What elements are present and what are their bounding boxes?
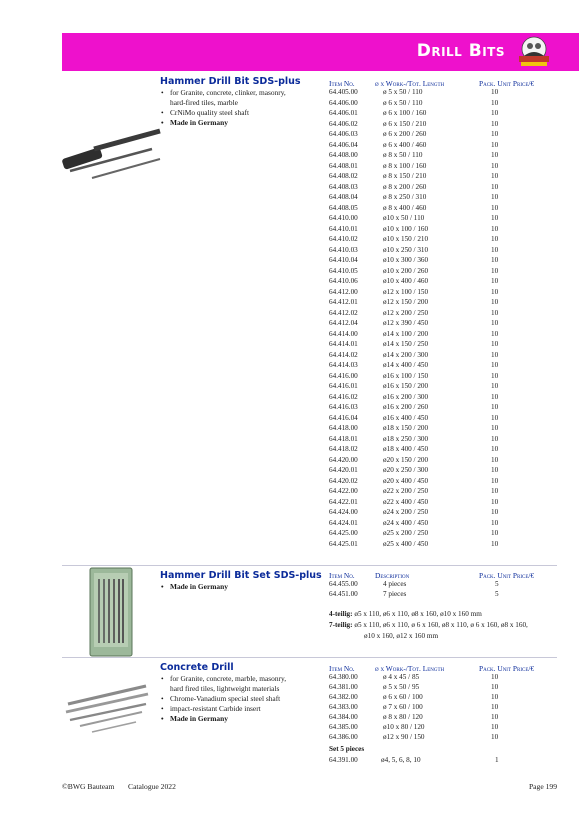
cell-item-no: 64.412.04	[329, 319, 358, 327]
cell-dimension: ø10 x 250 / 310	[383, 245, 429, 254]
cell-dimension: ø16 x 200 / 300	[383, 392, 429, 401]
set-note-4	[329, 610, 482, 618]
cell-pack: 10	[491, 235, 499, 243]
cell-dimension: ø14 x 400 / 450	[383, 361, 429, 369]
cell-dimension: ø 6 x 200 / 260	[383, 130, 427, 138]
header-bar	[62, 33, 579, 71]
cell-item-no: 64.410.03	[329, 245, 358, 254]
cell-item-no: 64.406.03	[329, 130, 358, 138]
feature-list-concrete-drill	[160, 674, 286, 724]
cell-dimension: ø10 x 200 / 260	[383, 266, 429, 275]
cell-dimension: ø22 x 200 / 250	[383, 487, 429, 495]
cell-item-no: 64.418.00	[329, 424, 358, 432]
col-pack-price: Pack. Unit Price/€	[479, 664, 535, 673]
table-row	[329, 120, 557, 130]
feature-item-cont-text: hard-fired tiles, marble	[170, 98, 238, 107]
table-row	[329, 267, 557, 277]
cell-pack: 10	[491, 723, 499, 731]
cell-dimension: ø 8 x 100 / 160	[383, 161, 427, 170]
cell-dimension: ø16 x 400 / 450	[383, 413, 429, 422]
cell-item-no: 64.420.01	[329, 466, 358, 474]
cell-dimension: ø 6 x 100 / 160	[383, 109, 427, 117]
cell-item-no: 64.385.00	[329, 723, 358, 731]
cell-pack: 5	[495, 590, 499, 598]
set-note-7	[329, 621, 528, 629]
table-row	[329, 580, 557, 590]
cell-item-no: 64.406.04	[329, 140, 358, 149]
cell-item-no: 64.408.04	[329, 193, 358, 201]
table-row	[329, 403, 557, 413]
cell-item-no: 64.384.00	[329, 713, 358, 721]
table-row	[329, 703, 557, 713]
table-row	[329, 498, 557, 508]
cell-dimension: ø 5 x 50 / 110	[383, 88, 423, 96]
cell-item-no: 64.410.05	[329, 266, 358, 275]
cell-pack: 10	[491, 518, 499, 527]
page-title: Drill Bits	[416, 41, 505, 61]
cell-pack: 10	[491, 529, 499, 537]
cell-pack: 10	[491, 182, 499, 191]
cell-item-no: 64.391.00	[329, 756, 358, 764]
cell-dimension: ø20 x 400 / 450	[383, 476, 429, 485]
cell-dimension: ø 8 x 400 / 460	[383, 203, 427, 212]
table-row	[329, 193, 557, 203]
feature-list-sds-plus	[160, 88, 286, 128]
cell-pack: 10	[491, 161, 499, 170]
cell-dimension: ø 8 x 50 / 110	[383, 151, 423, 159]
cell-pack: 10	[491, 683, 499, 691]
cell-dimension: ø12 x 100 / 150	[383, 287, 429, 296]
cell-item-no: 64.382.00	[329, 693, 358, 701]
cell-dimension: ø10 x 50 / 110	[383, 214, 425, 222]
cell-pack: 10	[491, 455, 499, 464]
feature-item: • Made in Germany	[160, 582, 228, 592]
cell-dimension: ø24 x 200 / 250	[383, 508, 429, 516]
cell-dimension: ø25 x 400 / 450	[383, 539, 429, 548]
cell-item-no: 64.416.02	[329, 392, 358, 401]
cell-pack: 10	[491, 693, 499, 701]
feature-item: • impact-resistant Carbide insert	[160, 704, 286, 714]
table-row	[329, 723, 557, 733]
cell-item-no: 64.406.00	[329, 98, 358, 107]
note-text: ø5 x 110, ø6 x 110, ø8 x 160, ø10 x 160 mm	[354, 610, 482, 618]
cell-item-no: 64.451.00	[329, 590, 358, 598]
cell-item-no: 64.455.00	[329, 580, 358, 588]
table-row	[329, 330, 557, 340]
col-pack-price: Pack. Unit Price/€	[479, 79, 535, 88]
table-row	[329, 393, 557, 403]
cell-dimension: ø 5 x 50 / 95	[383, 683, 420, 691]
table-row	[329, 590, 557, 600]
section-title-concrete-drill: Concrete Drill	[160, 662, 234, 673]
concrete-drill-bits-image	[62, 682, 154, 734]
cell-pack: 10	[491, 371, 499, 380]
section-title-bit-set: Hammer Drill Bit Set SDS-plus	[160, 570, 322, 581]
cell-item-no: 64.412.00	[329, 287, 358, 296]
cell-pack: 10	[491, 245, 499, 254]
cell-item-no: 64.406.01	[329, 109, 358, 117]
cell-item-no: 64.414.00	[329, 329, 358, 338]
cell-item-no: 64.408.05	[329, 203, 358, 212]
cell-dimension: ø 6 x 400 / 460	[383, 140, 427, 149]
cell-pack: 10	[491, 266, 499, 275]
set-note-7-cont: ø10 x 160, ø12 x 160 mm	[364, 632, 439, 640]
cell-dimension: ø 4 x 45 / 85	[383, 673, 420, 681]
cell-item-no: 64.408.01	[329, 161, 358, 170]
table-row	[329, 445, 557, 455]
cell-pack: 10	[491, 298, 499, 306]
cell-pack: 1	[495, 756, 499, 764]
cell-pack: 10	[491, 98, 499, 107]
cell-item-no: 64.380.00	[329, 673, 358, 681]
table-row	[329, 351, 557, 361]
cell-item-no: 64.405.00	[329, 88, 358, 96]
feature-item: • Made in Germany	[160, 118, 286, 128]
cell-dimension: ø10 x 400 / 460	[383, 277, 429, 285]
table-row	[329, 288, 557, 298]
feature-item: • Chrome-Vanadium special steel shaft	[160, 694, 286, 704]
cell-pack: 10	[491, 403, 499, 411]
col-dimension: ø x Work-/Tot. Length	[375, 79, 445, 88]
col-item-no: Item No.	[329, 664, 355, 673]
cell-dimension: ø12 x 200 / 250	[383, 308, 429, 317]
cell-dimension: ø18 x 250 / 300	[383, 434, 429, 443]
feature-item: • for Granite, concrete, marble, masonry,	[160, 674, 286, 684]
cell-item-no: 64.425.00	[329, 529, 358, 537]
cell-pack: 10	[491, 256, 499, 264]
footer-page-number: Page 199	[528, 782, 557, 791]
cell-item-no: 64.416.00	[329, 371, 358, 380]
cell-pack: 10	[491, 508, 499, 516]
cell-pack: 10	[491, 119, 499, 128]
table-row	[329, 733, 557, 743]
cell-pack: 10	[491, 487, 499, 495]
footer-catalogue: Catalogue 2022	[128, 782, 176, 791]
cell-item-no: 64.412.01	[329, 298, 358, 306]
section-title-sds-plus: Hammer Drill Bit SDS-plus	[160, 76, 301, 87]
cell-pack: 10	[491, 733, 499, 741]
table-row	[329, 235, 557, 245]
table-row	[329, 183, 557, 193]
table-row	[329, 424, 557, 434]
cell-pack: 10	[491, 203, 499, 212]
cell-item-no: 64.414.01	[329, 340, 358, 348]
cell-pack: 10	[491, 214, 499, 222]
table-row	[329, 466, 557, 476]
cell-item-no: 64.420.02	[329, 476, 358, 485]
table-row	[329, 277, 557, 287]
feature-item: • CrNiMo quality steel shaft	[160, 108, 286, 118]
cell-dimension: ø 6 x 60 / 100	[383, 693, 423, 701]
table-row	[329, 414, 557, 424]
cell-item-no: 64.414.03	[329, 361, 358, 369]
table-row	[329, 88, 557, 98]
table-row	[329, 756, 557, 766]
table-row	[329, 99, 557, 109]
table-row	[329, 372, 557, 382]
table-row	[329, 435, 557, 445]
cell-item-no: 64.410.01	[329, 224, 358, 233]
cell-dimension: ø22 x 400 / 450	[383, 497, 429, 506]
table-row	[329, 319, 557, 329]
sds-drill-bits-image	[62, 125, 170, 181]
table-row	[329, 141, 557, 151]
cell-dimension: ø 8 x 150 / 210	[383, 172, 427, 180]
feature-item: • Made in Germany	[160, 714, 286, 724]
feature-item: • for Granite, concrete, clinker, masonry,	[160, 88, 286, 98]
table-row	[329, 172, 557, 182]
table-row	[329, 456, 557, 466]
cell-pack: 10	[491, 193, 499, 201]
table-row	[329, 256, 557, 266]
feature-item-cont-text: hard fired tiles, lightweight materials	[170, 684, 280, 693]
set-label: Set 5 pieces	[329, 745, 365, 753]
cell-item-no: 64.425.01	[329, 539, 358, 548]
cell-item-no: 64.424.00	[329, 508, 358, 516]
table-row	[329, 162, 557, 172]
cell-item-no: 64.424.01	[329, 518, 358, 527]
cell-pack: 10	[491, 361, 499, 369]
table-row	[329, 204, 557, 214]
cell-dimension: ø 6 x 150 / 210	[383, 119, 427, 128]
cell-item-no: 64.386.00	[329, 733, 358, 741]
cell-dimension: ø12 x 150 / 200	[383, 298, 429, 306]
cell-pack: 5	[495, 580, 499, 588]
cell-item-no: 64.416.04	[329, 413, 358, 422]
cell-pack: 10	[491, 151, 499, 159]
feature-item-cont	[160, 98, 286, 108]
cell-dimension: ø 8 x 200 / 260	[383, 182, 427, 191]
table-row	[329, 225, 557, 235]
cell-dimension: ø 8 x 250 / 310	[383, 193, 427, 201]
cell-pack: 10	[491, 172, 499, 180]
cell-item-no: 64.410.06	[329, 277, 358, 285]
cell-item-no: 64.406.02	[329, 119, 358, 128]
cell-pack: 10	[491, 424, 499, 432]
cell-item-no: 64.381.00	[329, 683, 358, 691]
cell-item-no: 64.408.03	[329, 182, 358, 191]
cell-item-no: 64.420.00	[329, 455, 358, 464]
cell-item-no: 64.410.00	[329, 214, 358, 222]
cell-dimension: ø10 x 150 / 210	[383, 235, 429, 243]
cell-item-no: 64.422.01	[329, 497, 358, 506]
cell-item-no: 64.416.01	[329, 382, 358, 390]
table-row	[329, 298, 557, 308]
cell-dimension: ø18 x 150 / 200	[383, 424, 429, 432]
brand-logo	[517, 36, 551, 68]
cell-pack: 10	[491, 224, 499, 233]
table-row	[329, 529, 557, 539]
cell-dimension: ø12 x 390 / 450	[383, 319, 429, 327]
table-row	[329, 713, 557, 723]
cell-pack: 10	[491, 413, 499, 422]
cell-dimension: 4 pieces	[383, 580, 407, 588]
cell-pack: 10	[491, 130, 499, 138]
table-row	[329, 540, 557, 550]
cell-dimension: ø16 x 100 / 150	[383, 371, 429, 380]
col-description: Description	[375, 571, 410, 580]
table-row	[329, 382, 557, 392]
cell-dimension: ø12 x 90 / 150	[383, 733, 425, 741]
table-row	[329, 477, 557, 487]
cell-dimension: ø20 x 250 / 300	[383, 466, 429, 474]
cell-pack: 10	[491, 434, 499, 443]
cell-dimension: ø4, 5, 6, 8, 10	[381, 756, 421, 764]
table-row	[329, 340, 557, 350]
cell-dimension: ø16 x 150 / 200	[383, 382, 429, 390]
table-row	[329, 130, 557, 140]
cell-pack: 10	[491, 392, 499, 401]
cell-dimension: ø 8 x 80 / 120	[383, 713, 423, 721]
note-label: 7-teilig:	[329, 621, 353, 629]
cell-item-no: 64.408.00	[329, 151, 358, 159]
table-row	[329, 246, 557, 256]
cell-item-no: 64.383.00	[329, 703, 358, 711]
cell-pack: 10	[491, 350, 499, 359]
note-text: ø5 x 110, ø6 x 110, ø 6 x 160, ø8 x 110, ø 6 x 160, ø8 x 160,	[354, 621, 528, 629]
table-row	[329, 508, 557, 518]
cell-item-no: 64.410.02	[329, 235, 358, 243]
col-item-no: Item No.	[329, 79, 355, 88]
table-row	[329, 487, 557, 497]
cell-dimension: ø14 x 100 / 200	[383, 329, 429, 338]
section-divider	[62, 657, 557, 658]
cell-item-no: 64.418.01	[329, 434, 358, 443]
cell-pack: 10	[491, 308, 499, 317]
feature-list-bit-set	[160, 582, 228, 592]
cell-pack: 10	[491, 287, 499, 296]
cell-pack: 10	[491, 277, 499, 285]
table-row	[329, 361, 557, 371]
cell-dimension: ø20 x 150 / 200	[383, 455, 429, 464]
cell-pack: 10	[491, 329, 499, 338]
section-divider	[62, 565, 557, 566]
table-row	[329, 673, 557, 683]
cell-dimension: ø 6 x 50 / 110	[383, 98, 423, 107]
cell-item-no: 64.410.04	[329, 256, 358, 264]
cell-pack: 10	[491, 497, 499, 506]
cell-dimension: ø16 x 200 / 260	[383, 403, 429, 411]
cell-pack: 10	[491, 713, 499, 721]
cell-dimension: ø14 x 200 / 300	[383, 350, 429, 359]
cell-dimension: ø14 x 150 / 250	[383, 340, 429, 348]
cell-item-no: 64.422.00	[329, 487, 358, 495]
cell-item-no: 64.408.02	[329, 172, 358, 180]
cell-pack: 10	[491, 703, 499, 711]
cell-dimension: 7 pieces	[383, 590, 407, 598]
drill-set-case-image	[89, 567, 133, 657]
table-row	[329, 109, 557, 119]
cell-pack: 10	[491, 319, 499, 327]
feature-item-cont	[160, 684, 286, 694]
table-row	[329, 214, 557, 224]
cell-dimension: ø10 x 300 / 360	[383, 256, 429, 264]
cell-dimension: ø24 x 400 / 450	[383, 518, 429, 527]
cell-item-no: 64.418.02	[329, 445, 358, 453]
cell-pack: 10	[491, 476, 499, 485]
cell-pack: 10	[491, 382, 499, 390]
table-row	[329, 309, 557, 319]
cell-dimension: ø10 x 100 / 160	[383, 224, 429, 233]
col-item-no: Item No.	[329, 571, 355, 580]
cell-pack: 10	[491, 673, 499, 681]
cell-pack: 10	[491, 340, 499, 348]
cell-dimension: ø10 x 80 / 120	[383, 723, 425, 731]
col-pack-price: Pack. Unit Price/€	[479, 571, 535, 580]
cell-item-no: 64.416.03	[329, 403, 358, 411]
cell-item-no: 64.412.02	[329, 308, 358, 317]
note-label: 4-teilig:	[329, 610, 353, 618]
table-row	[329, 683, 557, 693]
col-dimension: ø x Work-/Tot. Length	[375, 664, 445, 673]
footer-copyright: ©BWG Bauteam	[62, 782, 115, 791]
cell-pack: 10	[491, 109, 499, 117]
cell-dimension: ø 7 x 60 / 100	[383, 703, 423, 711]
cell-dimension: ø18 x 400 / 450	[383, 445, 429, 453]
cell-pack: 10	[491, 140, 499, 149]
cell-pack: 10	[491, 539, 499, 548]
table-row	[329, 151, 557, 161]
cell-pack: 10	[491, 88, 499, 96]
cell-pack: 10	[491, 445, 499, 453]
cell-pack: 10	[491, 466, 499, 474]
cell-item-no: 64.414.02	[329, 350, 358, 359]
cell-dimension: ø25 x 200 / 250	[383, 529, 429, 537]
table-row	[329, 693, 557, 703]
table-row	[329, 519, 557, 529]
